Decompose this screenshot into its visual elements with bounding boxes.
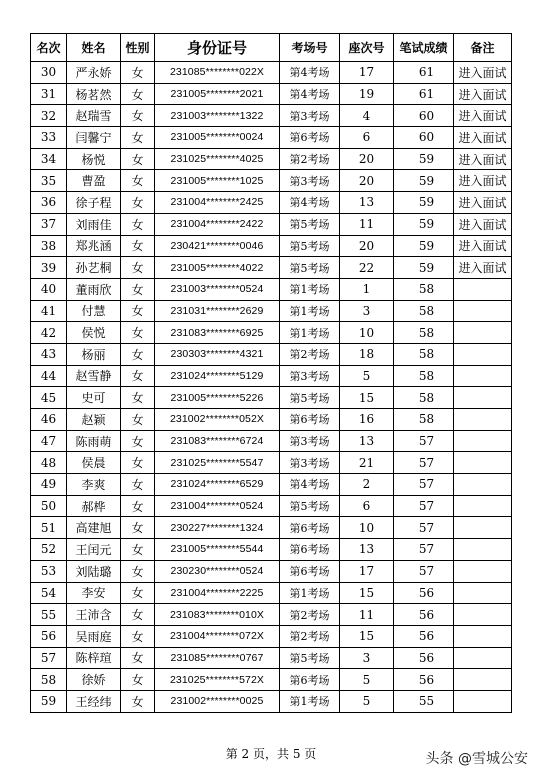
remark-cell	[454, 343, 512, 365]
seat-cell: 6	[340, 127, 394, 149]
name-cell: 付慧	[67, 300, 121, 322]
remark-cell: 进入面试	[454, 192, 512, 214]
header-score: 笔试成绩	[394, 34, 454, 62]
remark-cell: 进入面试	[454, 213, 512, 235]
seat-cell: 22	[340, 257, 394, 279]
exam-room-cell: 第1考场	[280, 322, 340, 344]
name-cell: 闫馨宁	[67, 127, 121, 149]
seat-cell: 3	[340, 647, 394, 669]
remark-cell: 进入面试	[454, 83, 512, 105]
watermark: 头条 @雪城公安	[425, 751, 528, 767]
remark-cell	[454, 322, 512, 344]
remark-cell: 进入面试	[454, 148, 512, 170]
id-number-cell: 231031********2629	[155, 300, 280, 322]
exam-room-cell: 第5考场	[280, 213, 340, 235]
id-number-cell: 231003********0524	[155, 278, 280, 300]
gender-cell: 女	[121, 669, 155, 691]
table-row	[31, 192, 512, 214]
table-row	[31, 452, 512, 474]
id-number-cell: 231083********6925	[155, 322, 280, 344]
gender-cell: 女	[121, 647, 155, 669]
rank-cell: 31	[31, 83, 67, 105]
gender-cell: 女	[121, 343, 155, 365]
exam-room-cell: 第4考场	[280, 83, 340, 105]
id-number-cell: 231005********1025	[155, 170, 280, 192]
table-row	[31, 278, 512, 300]
seat-cell: 6	[340, 495, 394, 517]
name-cell: 杨茗然	[67, 83, 121, 105]
gender-cell: 女	[121, 62, 155, 84]
gender-cell: 女	[121, 170, 155, 192]
remark-cell	[454, 582, 512, 604]
gender-cell: 女	[121, 127, 155, 149]
remark-cell: 进入面试	[454, 62, 512, 84]
gender-cell: 女	[121, 235, 155, 257]
score-cell: 57	[394, 452, 454, 474]
gender-cell: 女	[121, 365, 155, 387]
seat-cell: 13	[340, 539, 394, 561]
score-cell: 59	[394, 257, 454, 279]
gender-cell: 女	[121, 452, 155, 474]
name-cell: 严永娇	[67, 62, 121, 84]
id-number-cell: 231005********0024	[155, 127, 280, 149]
exam-room-cell: 第2考场	[280, 148, 340, 170]
score-cell: 59	[394, 235, 454, 257]
remark-cell	[454, 539, 512, 561]
seat-cell: 5	[340, 690, 394, 712]
remark-cell	[454, 517, 512, 539]
rank-cell: 50	[31, 495, 67, 517]
score-cell: 56	[394, 647, 454, 669]
seat-cell: 20	[340, 235, 394, 257]
remark-cell	[454, 669, 512, 691]
remark-cell	[454, 430, 512, 452]
seat-cell: 10	[340, 517, 394, 539]
seat-cell: 17	[340, 62, 394, 84]
rank-cell: 33	[31, 127, 67, 149]
rank-cell: 37	[31, 213, 67, 235]
name-cell: 刘雨佳	[67, 213, 121, 235]
id-number-cell: 231083********6724	[155, 430, 280, 452]
table-row	[31, 83, 512, 105]
table-row	[31, 387, 512, 409]
exam-room-cell: 第3考场	[280, 430, 340, 452]
rank-cell: 39	[31, 257, 67, 279]
score-cell: 58	[394, 387, 454, 409]
exam-room-cell: 第1考场	[280, 582, 340, 604]
remark-cell	[454, 474, 512, 496]
exam-room-cell: 第6考场	[280, 517, 340, 539]
score-cell: 56	[394, 604, 454, 626]
name-cell: 孙艺桐	[67, 257, 121, 279]
rank-cell: 58	[31, 669, 67, 691]
table-row	[31, 148, 512, 170]
id-number-cell: 231004********2422	[155, 213, 280, 235]
name-cell: 赵颖	[67, 409, 121, 431]
gender-cell: 女	[121, 690, 155, 712]
score-cell: 61	[394, 83, 454, 105]
seat-cell: 11	[340, 604, 394, 626]
table-row	[31, 300, 512, 322]
gender-cell: 女	[121, 409, 155, 431]
id-number-cell: 231004********0524	[155, 495, 280, 517]
name-cell: 郝桦	[67, 495, 121, 517]
header-rank: 名次	[31, 34, 67, 62]
exam-room-cell: 第4考场	[280, 62, 340, 84]
exam-room-cell: 第5考场	[280, 647, 340, 669]
name-cell: 陈雨萌	[67, 430, 121, 452]
seat-cell: 15	[340, 387, 394, 409]
table-row	[31, 517, 512, 539]
header-name: 姓名	[67, 34, 121, 62]
id-number-cell: 230227********1324	[155, 517, 280, 539]
remark-cell	[454, 300, 512, 322]
rank-cell: 38	[31, 235, 67, 257]
remark-cell	[454, 560, 512, 582]
exam-room-cell: 第6考场	[280, 669, 340, 691]
remark-cell: 进入面试	[454, 235, 512, 257]
name-cell: 赵瑞雪	[67, 105, 121, 127]
id-number-cell: 231025********5547	[155, 452, 280, 474]
id-number-cell: 231025********572X	[155, 669, 280, 691]
rank-cell: 35	[31, 170, 67, 192]
score-cell: 58	[394, 409, 454, 431]
score-cell: 60	[394, 127, 454, 149]
seat-cell: 13	[340, 192, 394, 214]
seat-cell: 18	[340, 343, 394, 365]
id-number-cell: 231024********5129	[155, 365, 280, 387]
header-row	[31, 34, 512, 62]
remark-cell	[454, 625, 512, 647]
table-row	[31, 495, 512, 517]
exam-room-cell: 第6考场	[280, 127, 340, 149]
name-cell: 杨丽	[67, 343, 121, 365]
name-cell: 赵雪静	[67, 365, 121, 387]
name-cell: 徐子程	[67, 192, 121, 214]
exam-room-cell: 第1考场	[280, 300, 340, 322]
gender-cell: 女	[121, 539, 155, 561]
remark-cell	[454, 647, 512, 669]
exam-room-cell: 第2考场	[280, 604, 340, 626]
seat-cell: 1	[340, 278, 394, 300]
gender-cell: 女	[121, 625, 155, 647]
id-number-cell: 231025********4025	[155, 148, 280, 170]
seat-cell: 10	[340, 322, 394, 344]
gender-cell: 女	[121, 430, 155, 452]
rank-cell: 54	[31, 582, 67, 604]
remark-cell: 进入面试	[454, 170, 512, 192]
name-cell: 徐娇	[67, 669, 121, 691]
id-number-cell: 230230********0524	[155, 560, 280, 582]
score-cell: 58	[394, 300, 454, 322]
name-cell: 董雨欣	[67, 278, 121, 300]
rank-cell: 48	[31, 452, 67, 474]
score-cell: 57	[394, 495, 454, 517]
seat-cell: 15	[340, 625, 394, 647]
name-cell: 曹盈	[67, 170, 121, 192]
table-row	[31, 105, 512, 127]
exam-room-cell: 第2考场	[280, 625, 340, 647]
seat-cell: 17	[340, 560, 394, 582]
table-row	[31, 213, 512, 235]
name-cell: 郑兆涵	[67, 235, 121, 257]
score-cell: 58	[394, 365, 454, 387]
score-cell: 60	[394, 105, 454, 127]
header-seat: 座次号	[340, 34, 394, 62]
header-exam-room: 考场号	[280, 34, 340, 62]
id-number-cell: 231083********010X	[155, 604, 280, 626]
name-cell: 王闰元	[67, 539, 121, 561]
id-number-cell: 231004********2425	[155, 192, 280, 214]
header-remark: 备注	[454, 34, 512, 62]
seat-cell: 20	[340, 148, 394, 170]
exam-room-cell: 第1考场	[280, 278, 340, 300]
exam-room-cell: 第2考场	[280, 343, 340, 365]
rank-cell: 51	[31, 517, 67, 539]
id-number-cell: 231002********0025	[155, 690, 280, 712]
id-number-cell: 231085********022X	[155, 62, 280, 84]
gender-cell: 女	[121, 105, 155, 127]
exam-room-cell: 第6考场	[280, 560, 340, 582]
score-cell: 57	[394, 539, 454, 561]
id-number-cell: 231085********0767	[155, 647, 280, 669]
seat-cell: 3	[340, 300, 394, 322]
gender-cell: 女	[121, 517, 155, 539]
name-cell: 李安	[67, 582, 121, 604]
seat-cell: 16	[340, 409, 394, 431]
remark-cell: 进入面试	[454, 105, 512, 127]
exam-room-cell: 第4考场	[280, 192, 340, 214]
score-cell: 56	[394, 625, 454, 647]
remark-cell	[454, 387, 512, 409]
exam-room-cell: 第3考场	[280, 105, 340, 127]
score-cell: 59	[394, 148, 454, 170]
rank-cell: 43	[31, 343, 67, 365]
table-row	[31, 235, 512, 257]
exam-room-cell: 第1考场	[280, 690, 340, 712]
rank-cell: 41	[31, 300, 67, 322]
remark-cell	[454, 452, 512, 474]
rank-cell: 40	[31, 278, 67, 300]
id-number-cell: 231024********6529	[155, 474, 280, 496]
table-row	[31, 539, 512, 561]
name-cell: 王沛含	[67, 604, 121, 626]
table-row	[31, 430, 512, 452]
score-cell: 58	[394, 322, 454, 344]
name-cell: 王经纬	[67, 690, 121, 712]
table-row	[31, 343, 512, 365]
remark-cell	[454, 604, 512, 626]
table-row	[31, 409, 512, 431]
remark-cell	[454, 495, 512, 517]
score-cell: 57	[394, 474, 454, 496]
table-row	[31, 127, 512, 149]
gender-cell: 女	[121, 604, 155, 626]
score-cell: 58	[394, 278, 454, 300]
name-cell: 侯悦	[67, 322, 121, 344]
page-number: 第 2 页，共 5 页	[225, 747, 317, 761]
score-cell: 59	[394, 170, 454, 192]
exam-room-cell: 第3考场	[280, 365, 340, 387]
id-number-cell: 231003********1322	[155, 105, 280, 127]
id-number-cell: 230303********4321	[155, 343, 280, 365]
gender-cell: 女	[121, 148, 155, 170]
gender-cell: 女	[121, 474, 155, 496]
table-row	[31, 690, 512, 712]
id-number-cell: 231004********2225	[155, 582, 280, 604]
gender-cell: 女	[121, 582, 155, 604]
seat-cell: 11	[340, 213, 394, 235]
rank-cell: 49	[31, 474, 67, 496]
rank-cell: 42	[31, 322, 67, 344]
rank-cell: 56	[31, 625, 67, 647]
score-cell: 59	[394, 192, 454, 214]
rank-cell: 46	[31, 409, 67, 431]
table-row	[31, 322, 512, 344]
rank-cell: 47	[31, 430, 67, 452]
rank-cell: 59	[31, 690, 67, 712]
score-cell: 56	[394, 669, 454, 691]
exam-room-cell: 第5考场	[280, 495, 340, 517]
gender-cell: 女	[121, 278, 155, 300]
gender-cell: 女	[121, 322, 155, 344]
name-cell: 高建旭	[67, 517, 121, 539]
id-number-cell: 231004********072X	[155, 625, 280, 647]
seat-cell: 15	[340, 582, 394, 604]
gender-cell: 女	[121, 560, 155, 582]
seat-cell: 4	[340, 105, 394, 127]
id-number-cell: 231005********2021	[155, 83, 280, 105]
exam-room-cell: 第5考场	[280, 235, 340, 257]
table-row	[31, 582, 512, 604]
table-row	[31, 170, 512, 192]
score-cell: 57	[394, 430, 454, 452]
remark-cell: 进入面试	[454, 127, 512, 149]
rank-cell: 45	[31, 387, 67, 409]
rank-cell: 57	[31, 647, 67, 669]
score-cell: 58	[394, 343, 454, 365]
score-cell: 61	[394, 62, 454, 84]
score-cell: 59	[394, 213, 454, 235]
table-row	[31, 604, 512, 626]
seat-cell: 20	[340, 170, 394, 192]
remark-cell	[454, 278, 512, 300]
remark-cell	[454, 690, 512, 712]
seat-cell: 5	[340, 365, 394, 387]
name-cell: 李爽	[67, 474, 121, 496]
table-row	[31, 669, 512, 691]
exam-room-cell: 第5考场	[280, 387, 340, 409]
id-number-cell: 231005********5544	[155, 539, 280, 561]
table-row	[31, 560, 512, 582]
seat-cell: 2	[340, 474, 394, 496]
results-table	[30, 33, 512, 713]
rank-cell: 30	[31, 62, 67, 84]
seat-cell: 13	[340, 430, 394, 452]
remark-cell	[454, 365, 512, 387]
gender-cell: 女	[121, 83, 155, 105]
name-cell: 杨悦	[67, 148, 121, 170]
score-cell: 57	[394, 517, 454, 539]
name-cell: 史可	[67, 387, 121, 409]
header-id-number: 身份证号	[155, 34, 280, 62]
id-number-cell: 231005********5226	[155, 387, 280, 409]
rank-cell: 53	[31, 560, 67, 582]
table-row	[31, 474, 512, 496]
exam-room-cell: 第3考场	[280, 452, 340, 474]
rank-cell: 44	[31, 365, 67, 387]
rank-cell: 55	[31, 604, 67, 626]
name-cell: 侯晨	[67, 452, 121, 474]
gender-cell: 女	[121, 387, 155, 409]
gender-cell: 女	[121, 495, 155, 517]
score-cell: 55	[394, 690, 454, 712]
rank-cell: 36	[31, 192, 67, 214]
name-cell: 陈梓瑄	[67, 647, 121, 669]
name-cell: 吴雨庭	[67, 625, 121, 647]
id-number-cell: 231002********052X	[155, 409, 280, 431]
exam-room-cell: 第5考场	[280, 257, 340, 279]
table-row	[31, 257, 512, 279]
name-cell: 刘陆璐	[67, 560, 121, 582]
score-cell: 57	[394, 560, 454, 582]
rank-cell: 34	[31, 148, 67, 170]
rank-cell: 32	[31, 105, 67, 127]
rank-cell: 52	[31, 539, 67, 561]
exam-room-cell: 第6考场	[280, 539, 340, 561]
table-row	[31, 647, 512, 669]
id-number-cell: 231005********4022	[155, 257, 280, 279]
seat-cell: 5	[340, 669, 394, 691]
remark-cell	[454, 409, 512, 431]
gender-cell: 女	[121, 257, 155, 279]
score-cell: 56	[394, 582, 454, 604]
table-row	[31, 62, 512, 84]
exam-room-cell: 第3考场	[280, 170, 340, 192]
seat-cell: 21	[340, 452, 394, 474]
gender-cell: 女	[121, 192, 155, 214]
seat-cell: 19	[340, 83, 394, 105]
table-row	[31, 625, 512, 647]
exam-room-cell: 第4考场	[280, 474, 340, 496]
gender-cell: 女	[121, 213, 155, 235]
exam-room-cell: 第6考场	[280, 409, 340, 431]
gender-cell: 女	[121, 300, 155, 322]
remark-cell: 进入面试	[454, 257, 512, 279]
header-gender: 性别	[121, 34, 155, 62]
id-number-cell: 230421********0046	[155, 235, 280, 257]
table-row	[31, 365, 512, 387]
